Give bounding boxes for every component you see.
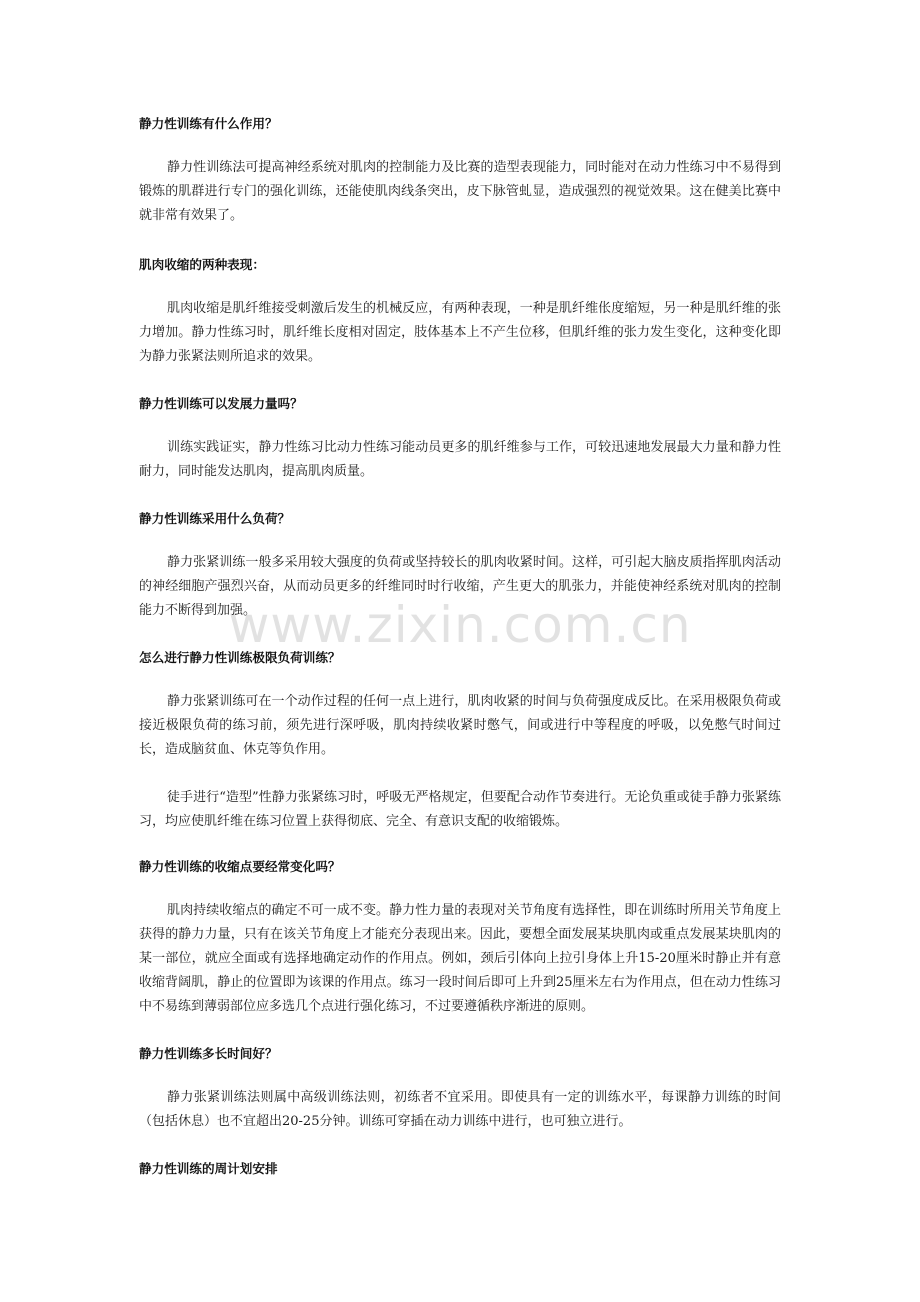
watermark: www.zixin.com.cn bbox=[228, 596, 692, 654]
section-heading: 静力性训练有什么作用？ bbox=[139, 116, 278, 131]
section-paragraph: 静力张紧训练法则属中高级训练法则，初练者不宜采用。即使具有一定的训练水平，每课静力训练的时间（包括休息）也不宜超出20-25分钟。训练可穿插在动力训练中进行，也可独立进行。 bbox=[139, 1090, 781, 1129]
section-heading: 静力性训练采用什么负荷？ bbox=[139, 511, 291, 526]
section-paragraph: 肌肉收缩是肌纤维接受刺激后发生的机械反应，有两种表现，一种是肌纤维伥度缩短，另一种是肌纤维的张力增加。静力性练习时，肌纤维长度相对固定，肢体基本上不产生位移，但肌纤维的张力发生变化，这种变化即为静力张紧法则所追求的效果。 bbox=[139, 301, 781, 364]
section-paragraph: 静力张紧训练一般多采用较大强度的负荷或坚持较长的肌肉收紧时间。这样，可引起大脑皮质指挥肌肉活动的神经细胞产强烈兴奋，从而动员更多的纤维同时时行收缩，产生更大的肌张力，并能使神经系统对肌肉的控制能力不断得到加强。 bbox=[139, 555, 781, 618]
section-paragraph: 训练实践证实，静力性练习比动力性练习能动员更多的肌纤维参与工作，可较迅速地发展最大力量和静力性耐力，同时能发达肌肉，提高肌肉质量。 bbox=[139, 440, 781, 479]
section-heading: 肌肉收缩的两种表现： bbox=[139, 257, 265, 272]
section-heading: 静力性训练的收缩点要经常变化吗？ bbox=[139, 859, 341, 874]
section-paragraph: 静力张紧训练可在一个动作过程的任何一点上进行，肌肉收紧的时间与负荷强度成反比。在采用极限负荷或接近极限负荷的练习前，须先进行深呼吸，肌肉持续收紧时憋气，间或进行中等程度的呼吸，以免憋气时间过长，造成脑贫血、休克等负作用。 bbox=[139, 694, 781, 757]
section-heading: 静力性训练可以发展力量吗？ bbox=[139, 396, 303, 411]
section-paragraph: 肌肉持续收缩点的确定不可一成不变。静力性力量的表现对关节角度有选择性，即在训练时所用关节角度上获得的静力力量，只有在该关节角度上才能充分表现出来。因此，要想全面发展某块肌肉或重点发展某块肌肉的某一部位，就应全面或有选择地确定动作的作用点。例如，颈后引体向上拉引身体上升15-20厘米时静止并有意收缩背阔肌，静止的位置即为该课的作用点。练习一段时间后即可上升到25厘米左右为作用点，但在动力性练习中不易练到薄弱部位应多选几个点进行强化练习，不过要遵循秩序渐进的原则。 bbox=[139, 903, 781, 1014]
section-paragraph: 徒手进行“造型”性静力张紧练习时，呼吸无严格规定，但要配合动作节奏进行。无论负重或徒手静力张紧练习，均应使肌纤维在练习位置上获得彻底、完全、有意识支配的收缩锻炼。 bbox=[139, 790, 781, 829]
section-heading: 静力性训练的周计划安排 bbox=[139, 1161, 278, 1176]
section-heading: 静力性训练多长时间好？ bbox=[139, 1046, 278, 1061]
section-paragraph: 静力性训练法可提高神经系统对肌肉的控制能力及比赛的造型表现能力，同时能对在动力性练习中不易得到锻炼的肌群进行专门的强化训练，还能使肌肉线条突出，皮下脉管虬显，造成强烈的视觉效果。这在健美比赛中就非常有效果了。 bbox=[139, 160, 781, 223]
section-heading: 怎么进行静力性训练极限负荷训练？ bbox=[139, 650, 341, 665]
